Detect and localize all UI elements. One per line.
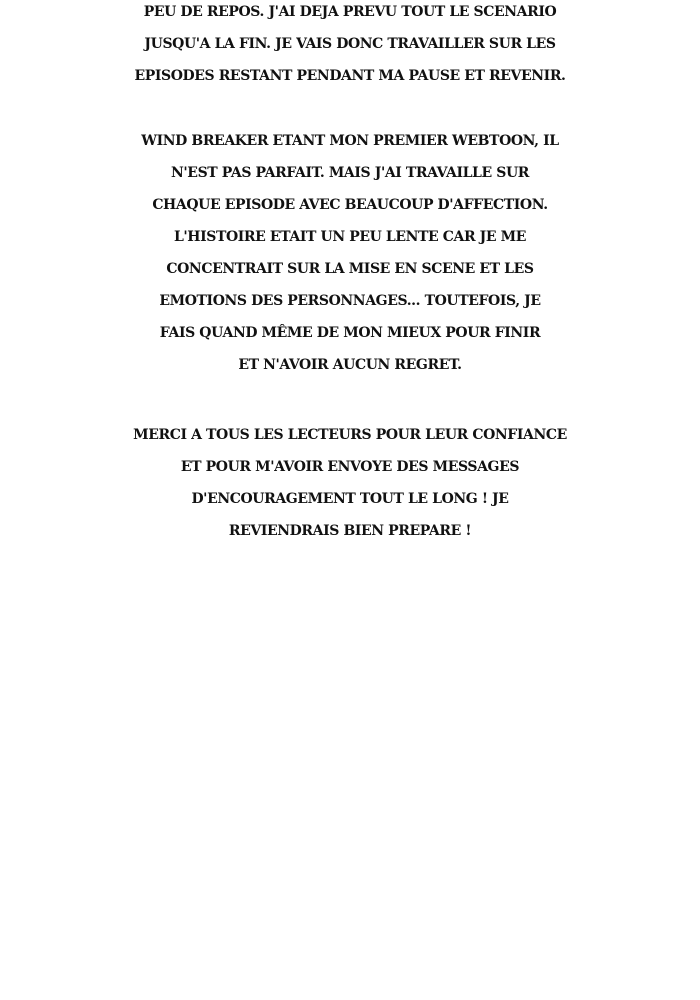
text-line: L'HISTOIRE ETAIT UN PEU LENTE CAR JE ME	[173, 229, 527, 245]
paragraph-thanks	[0, 419, 700, 547]
paragraph-first-webtoon	[0, 125, 700, 381]
text-line: MERCI A TOUS LES LECTEURS POUR LEUR CONFIANCE	[133, 427, 567, 443]
text-line: CHAQUE EPISODE AVEC BEAUCOUP D'AFFECTION.	[152, 197, 548, 213]
text-line: WIND BREAKER ETANT MON PREMIER WEBTOON, IL	[141, 133, 559, 149]
text-line: CONCENTRAIT SUR LA MISE EN SCENE ET LES	[166, 261, 534, 277]
text-line: EMOTIONS DES PERSONNAGES... TOUTEFOIS, JE	[159, 293, 541, 309]
text-line: ET N'AVOIR AUCUN REGRET.	[238, 357, 462, 373]
text-line: EPISODES RESTANT PENDANT MA PAUSE ET REVENIR.	[134, 68, 566, 84]
text-line: D'ENCOURAGEMENT TOUT LE LONG ! JE	[191, 491, 509, 507]
paragraph-rest-plan	[0, 0, 700, 92]
text-line: REVIENDRAIS BIEN PREPARE !	[228, 523, 472, 539]
text-line: N'EST PAS PARFAIT. MAIS J'AI TRAVAILLE SUR	[171, 165, 529, 181]
text-line: ET POUR M'AVOIR ENVOYE DES MESSAGES	[180, 459, 520, 475]
text-line: JUSQU'A LA FIN. JE VAIS DONC TRAVAILLER SUR LES	[144, 36, 556, 52]
text-line: PEU DE REPOS. J'AI DEJA PREVU TOUT LE SCENARIO	[143, 4, 557, 20]
text-line: FAIS QUAND MÊME DE MON MIEUX POUR FINIR	[159, 325, 541, 341]
